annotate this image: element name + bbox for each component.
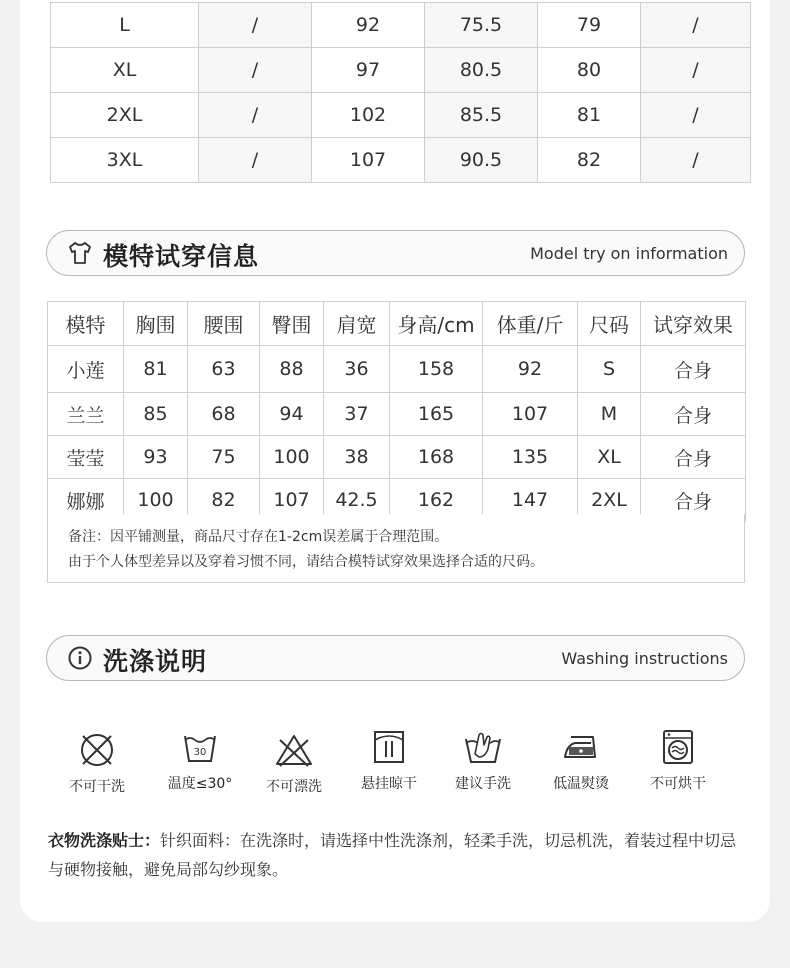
size-cell: /	[199, 48, 312, 93]
size-table	[50, 2, 751, 183]
wash-item-low-iron	[536, 727, 626, 793]
size-cell: XL	[51, 48, 199, 93]
table-row	[48, 436, 746, 479]
size-cell: /	[641, 138, 751, 183]
model-cell: 107	[483, 393, 578, 436]
model-cell: 63	[188, 346, 260, 393]
model-cell: 88	[260, 346, 324, 393]
model-cell: 小莲	[48, 346, 124, 393]
wash-temp-text: 30	[193, 747, 207, 758]
size-cell: 92	[312, 3, 425, 48]
model-cell: 100	[260, 436, 324, 479]
wash-item-no-tumble-dry	[633, 727, 723, 793]
size-cell: /	[199, 93, 312, 138]
model-cell: 107	[260, 479, 324, 522]
model-cell: 147	[483, 479, 578, 522]
model-cell: 娜娜	[48, 479, 124, 522]
section-title: 洗涤说明	[103, 647, 208, 676]
column-header: 体重/斤	[483, 302, 578, 346]
column-header: 胸围	[124, 302, 188, 346]
column-header: 臀围	[260, 302, 324, 346]
low-iron-icon	[561, 727, 601, 767]
tshirt-icon	[67, 240, 93, 266]
size-cell: /	[199, 138, 312, 183]
model-cell: M	[578, 393, 641, 436]
size-cell: 90.5	[425, 138, 538, 183]
wash-item-no-bleach	[249, 730, 339, 796]
column-header: 模特	[48, 302, 124, 346]
wash-label: 低温熨烫	[553, 776, 609, 792]
model-cell: 93	[124, 436, 188, 479]
table-row	[51, 48, 751, 93]
table-row	[51, 3, 751, 48]
size-cell: 82	[538, 138, 641, 183]
no-dry-clean-icon	[77, 730, 117, 770]
model-cell: 莹莹	[48, 436, 124, 479]
size-cell: 102	[312, 93, 425, 138]
model-cell: XL	[578, 436, 641, 479]
model-cell: 75	[188, 436, 260, 479]
section-subtitle: Washing instructions	[561, 649, 728, 668]
wash-item-temperature	[155, 727, 245, 793]
size-cell: /	[641, 48, 751, 93]
size-cell: 107	[312, 138, 425, 183]
note-line: 备注：因平铺测量，商品尺寸存在1-2cm误差属于合理范围。	[68, 529, 449, 545]
hang-dry-icon	[369, 727, 409, 767]
wash-item-no-dry-clean	[52, 730, 142, 796]
model-section-header	[46, 230, 745, 276]
section-subtitle: Model try on information	[530, 244, 728, 263]
column-header: 肩宽	[324, 302, 390, 346]
wash-label: 不可烘干	[650, 776, 706, 792]
model-cell: 81	[124, 346, 188, 393]
model-cell: 合身	[641, 436, 746, 479]
wash-label: 悬挂晾干	[361, 776, 417, 792]
model-cell: 85	[124, 393, 188, 436]
size-cell: 85.5	[425, 93, 538, 138]
column-header: 尺码	[578, 302, 641, 346]
size-cell: 97	[312, 48, 425, 93]
wash-item-hand-wash	[438, 727, 528, 793]
model-cell: S	[578, 346, 641, 393]
wash-label: 不可漂洗	[266, 779, 322, 795]
no-tumble-dry-icon	[658, 727, 698, 767]
size-cell: 3XL	[51, 138, 199, 183]
table-row	[51, 93, 751, 138]
model-cell: 165	[390, 393, 483, 436]
wash-label: 温度≤30°	[167, 776, 233, 792]
model-cell: 94	[260, 393, 324, 436]
note-line: 由于个人体型差异以及穿着习惯不同，请结合模特试穿效果选择合适的尺码。	[68, 554, 544, 570]
table-row	[51, 138, 751, 183]
model-cell: 92	[483, 346, 578, 393]
model-cell: 2XL	[578, 479, 641, 522]
size-cell: /	[641, 3, 751, 48]
model-cell: 兰兰	[48, 393, 124, 436]
model-cell: 合身	[641, 479, 746, 522]
section-title: 模特试穿信息	[103, 242, 260, 271]
wash-label: 不可干洗	[69, 779, 125, 795]
model-cell: 135	[483, 436, 578, 479]
table-row	[48, 393, 746, 436]
table-header-row	[48, 302, 746, 346]
wash-section-header	[46, 635, 745, 681]
size-cell: /	[641, 93, 751, 138]
info-icon	[67, 645, 93, 671]
size-cell: 80	[538, 48, 641, 93]
model-cell: 82	[188, 479, 260, 522]
no-bleach-icon	[274, 730, 314, 770]
column-header: 腰围	[188, 302, 260, 346]
wash-label: 建议手洗	[455, 776, 511, 792]
size-cell: 2XL	[51, 93, 199, 138]
model-cell: 168	[390, 436, 483, 479]
size-cell: L	[51, 3, 199, 48]
model-cell: 162	[390, 479, 483, 522]
model-table	[47, 301, 746, 522]
model-cell: 42.5	[324, 479, 390, 522]
model-cell: 158	[390, 346, 483, 393]
wash-item-hang-dry	[344, 727, 434, 793]
size-cell: 75.5	[425, 3, 538, 48]
size-cell: 80.5	[425, 48, 538, 93]
size-cell: 81	[538, 93, 641, 138]
model-cell: 合身	[641, 393, 746, 436]
model-cell: 36	[324, 346, 390, 393]
measurement-note	[47, 514, 745, 583]
column-header: 身高/cm	[390, 302, 483, 346]
table-row	[48, 346, 746, 393]
column-header: 试穿效果	[641, 302, 746, 346]
washing-tips	[48, 826, 748, 884]
tips-text: 针织面料：在洗涤时，请选择中性洗涤剂，轻柔手洗，切忌机洗，着装过程中切忌与硬物接触，避免局部勾纱现象。	[48, 831, 737, 879]
model-cell: 合身	[641, 346, 746, 393]
model-cell: 100	[124, 479, 188, 522]
size-cell: /	[199, 3, 312, 48]
tips-label: 衣物洗涤贴士：	[48, 831, 161, 850]
hand-wash-icon	[463, 727, 503, 767]
model-cell: 68	[188, 393, 260, 436]
wash-30-icon	[180, 727, 220, 767]
model-cell: 38	[324, 436, 390, 479]
size-cell: 79	[538, 3, 641, 48]
model-cell: 37	[324, 393, 390, 436]
